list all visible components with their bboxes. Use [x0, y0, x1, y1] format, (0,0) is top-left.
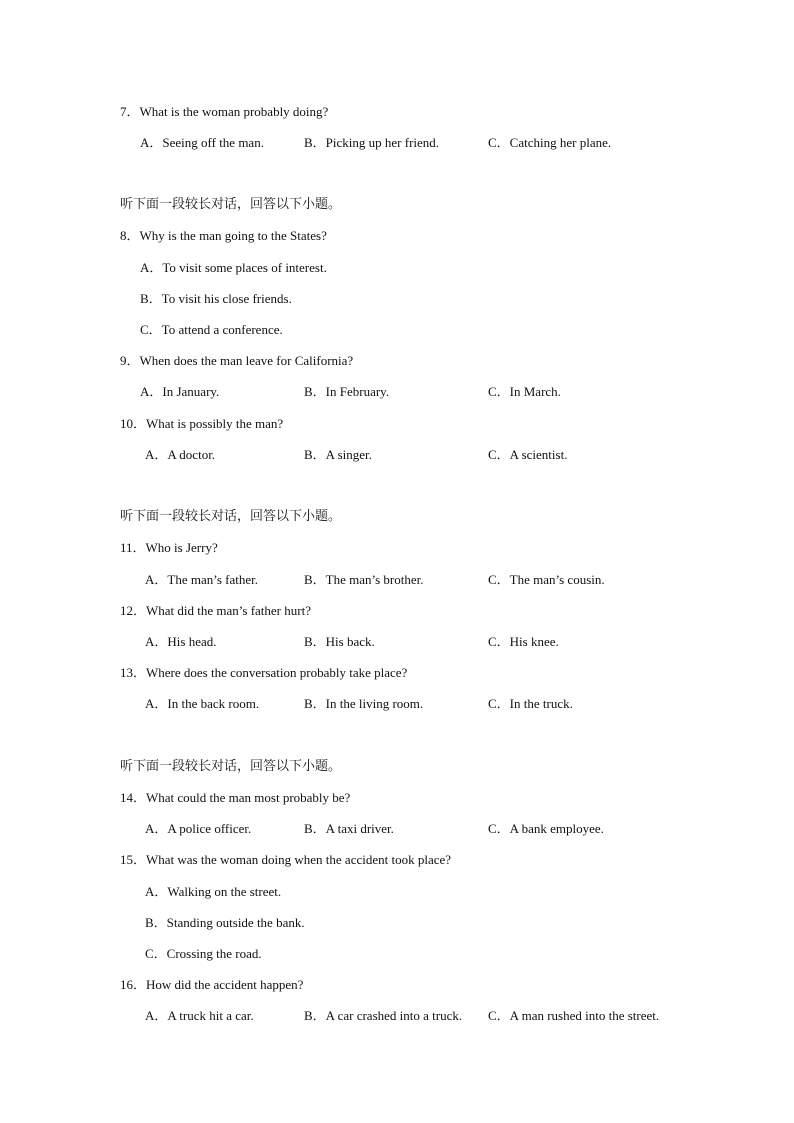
- question-8: 8．Why is the man going to the States?: [120, 228, 327, 243]
- q12-option-c: C．His knee.: [488, 634, 559, 649]
- q9-option-b: B．In February.: [304, 384, 390, 399]
- q7-option-c: C．Catching her plane.: [488, 135, 612, 150]
- q15-option-c: C．Crossing the road.: [145, 946, 262, 961]
- q16-option-b: B．A car crashed into a truck.: [304, 1008, 463, 1023]
- question-15: 15．What was the woman doing when the accident took place?: [120, 852, 452, 867]
- q9-option-c: C．In March.: [488, 384, 561, 399]
- q10-option-a: A．A doctor.: [145, 447, 216, 462]
- q9-option-a: A．In January.: [140, 384, 220, 399]
- q14-option-c: C．A bank employee.: [488, 821, 604, 836]
- question-12: 12．What did the man’s father hurt?: [120, 603, 311, 618]
- q11-option-a: A．The man’s father.: [145, 572, 258, 587]
- q16-option-c: C．A man rushed into the street.: [488, 1008, 660, 1023]
- question-16: 16．How did the accident happen?: [120, 977, 304, 992]
- q11-option-b: B．The man’s brother.: [304, 572, 424, 587]
- q11-option-c: C．The man’s cousin.: [488, 572, 605, 587]
- question-14: 14．What could the man most probably be?: [120, 790, 351, 805]
- q12-option-a: A．His head.: [145, 634, 217, 649]
- q15-option-b: B．Standing outside the bank.: [145, 915, 305, 930]
- q7-option-b: B．Picking up her friend.: [304, 135, 440, 150]
- q10-option-c: C．A scientist.: [488, 447, 568, 462]
- section-instruction: 听下面一段较长对话，回答以下小题。: [120, 759, 342, 774]
- q14-option-b: B．A taxi driver.: [304, 821, 394, 836]
- question-11: 11．Who is Jerry?: [120, 540, 218, 555]
- question-10: 10．What is possibly the man?: [120, 416, 284, 431]
- q12-option-b: B．His back.: [304, 634, 375, 649]
- q8-option-b: B．To visit his close friends.: [140, 291, 292, 306]
- q8-option-c: C．To attend a conference.: [140, 322, 283, 337]
- section-instruction: 听下面一段较长对话，回答以下小题。: [120, 509, 342, 524]
- q13-option-b: B．In the living room.: [304, 696, 424, 711]
- question-7: 7．What is the woman probably doing?: [120, 104, 329, 119]
- q13-option-a: A．In the back room.: [145, 696, 260, 711]
- q16-option-a: A．A truck hit a car.: [145, 1008, 254, 1023]
- q15-option-a: A．Walking on the street.: [145, 884, 282, 899]
- question-9: 9．When does the man leave for California?: [120, 353, 354, 368]
- q14-option-a: A．A police officer.: [145, 821, 252, 836]
- q8-option-a: A．To visit some places of interest.: [140, 260, 327, 275]
- question-13: 13．Where does the conversation probably take place?: [120, 665, 408, 680]
- q7-option-a: A．Seeing off the man.: [140, 135, 264, 150]
- q10-option-b: B．A singer.: [304, 447, 372, 462]
- q13-option-c: C．In the truck.: [488, 696, 573, 711]
- section-instruction: 听下面一段较长对话，回答以下小题。: [120, 197, 342, 212]
